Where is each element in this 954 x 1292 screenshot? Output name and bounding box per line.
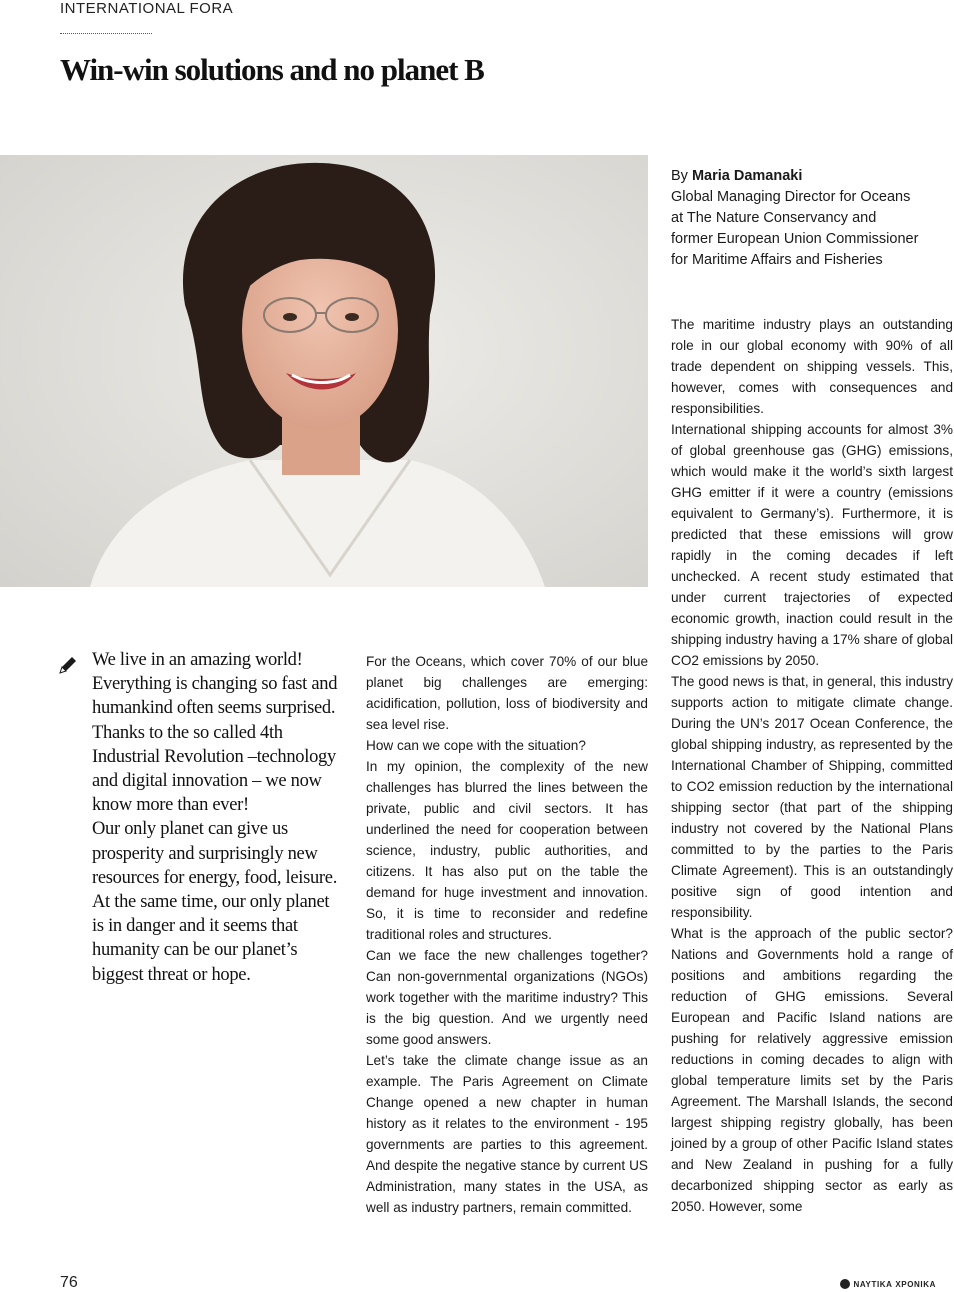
brand-name: ΝΑΥΤΙΚΑ ΧΡΟΝΙΚΑ (853, 1279, 936, 1289)
pull-quote-paragraph: We live in an amazing world! Everything is changing so fast and humankind often seems surprised. Thanks to the so called 4th Industrial Revolution –technology and digital innovation – we now know more than ever! (92, 650, 338, 816)
body-paragraph: International shipping accounts for almost 3% of global greenhouse gas (GHG) emissions, which would make it the world’s sixth largest GHG emitter if it were a country (emissions equivalent to Germany’s). Furthermore, it is predicted that these emissions will grow rapidly in the coming decades if left unchecked. A recent study estimated that under current trajectories of expected economic growth, inaction could result in the shipping industry having a 17% share of global CO2 emissions by 2050. (671, 422, 953, 668)
body-paragraph: The maritime industry plays an outstanding role in our global economy with 90% of all trade dependent on shipping vessels. This, however, comes with consequences and responsibilities. (671, 317, 953, 416)
article-column-middle (366, 651, 648, 1218)
author-name: Maria Damanaki (691, 168, 803, 184)
publication-brand (840, 1279, 937, 1289)
body-paragraph: How can we cope with the situation? (366, 738, 586, 753)
section-label: INTERNATIONAL FORA (60, 0, 234, 17)
author-role-line: for Maritime Affairs and Fisheries (671, 252, 883, 268)
body-paragraph: For the Oceans, which cover 70% of our blue planet big challenges are emerging: acidification, pollution, loss of biodiversity and sea level rise. (366, 654, 648, 732)
body-paragraph: The good news is that, in general, this industry supports action to mitigate climate change. During the UN’s 2017 Ocean Conference, the global shipping industry, as represented by the International Chamber of Shipping, committed to CO2 emission reduction by the international shipping sector (that part of the shipping industry not covered by the National Plans committed to by the parties to the Paris Climate Agreement). This is an outstandingly positive sign of good intention and responsibility. (671, 674, 953, 920)
body-paragraph: Can we face the new challenges together? Can non-governmental organizations (NGOs) work together with the maritime industry? This is the big question. And we urgently need some good answers. (366, 948, 648, 1047)
author-role-line: at The Nature Conservancy and (671, 210, 877, 226)
page-number: 76 (60, 1274, 78, 1291)
brand-logo-icon (840, 1279, 850, 1289)
body-paragraph: Let’s take the climate change issue as an example. The Paris Agreement on Climate Change opened a new chapter in human history as it relates to the environment - 195 governments are parties to this agreement. And despite the negative stance by current US Administration, many states in the USA, as well as industry partners, remain committed. (366, 1053, 648, 1215)
article-title: Win-win solutions and no planet B (60, 52, 484, 87)
article-column-right (671, 314, 953, 1217)
author-byline (671, 166, 951, 271)
body-paragraph: What is the approach of the public sector? Nations and Governments hold a range of positions and ambitions regarding the reduction of GHG emissions. Several European and Pacific Island nations are pushing for relatively aggressive emission reductions in coming decades to align with global temperature limits set by the Paris Agreement. The Marshall Islands, the second largest shipping registry globally, has been joined by a group of other Pacific Island states and New Zealand in pushing for a fully decarbonized shipping sector as early as 2050. However, some (671, 926, 953, 1214)
pull-quote-paragraph: Our only planet can give us prosperity and surprisingly new resources for energy, food, leisure. At the same time, our only planet is in danger and it seems that humanity can be our planet’s biggest threat or hope. (92, 819, 338, 985)
section-divider (60, 33, 152, 34)
pen-icon (57, 654, 79, 676)
author-role-line: former European Union Commissioner (671, 231, 919, 247)
pull-quote (92, 648, 342, 987)
author-portrait (0, 155, 648, 587)
byline-prefix: By (671, 168, 692, 184)
author-role-line: Global Managing Director for Oceans (671, 189, 911, 205)
author-name-line (671, 166, 951, 187)
body-paragraph: In my opinion, the complexity of the new challenges has blurred the lines between the private, public and civil sectors. It has underlined the need for cooperation between science, industry, public authorities, and citizens. It has also put on the table the demand for huge investment and innovation. So, it is time to reconsider and redefine traditional roles and structures. (366, 759, 648, 942)
